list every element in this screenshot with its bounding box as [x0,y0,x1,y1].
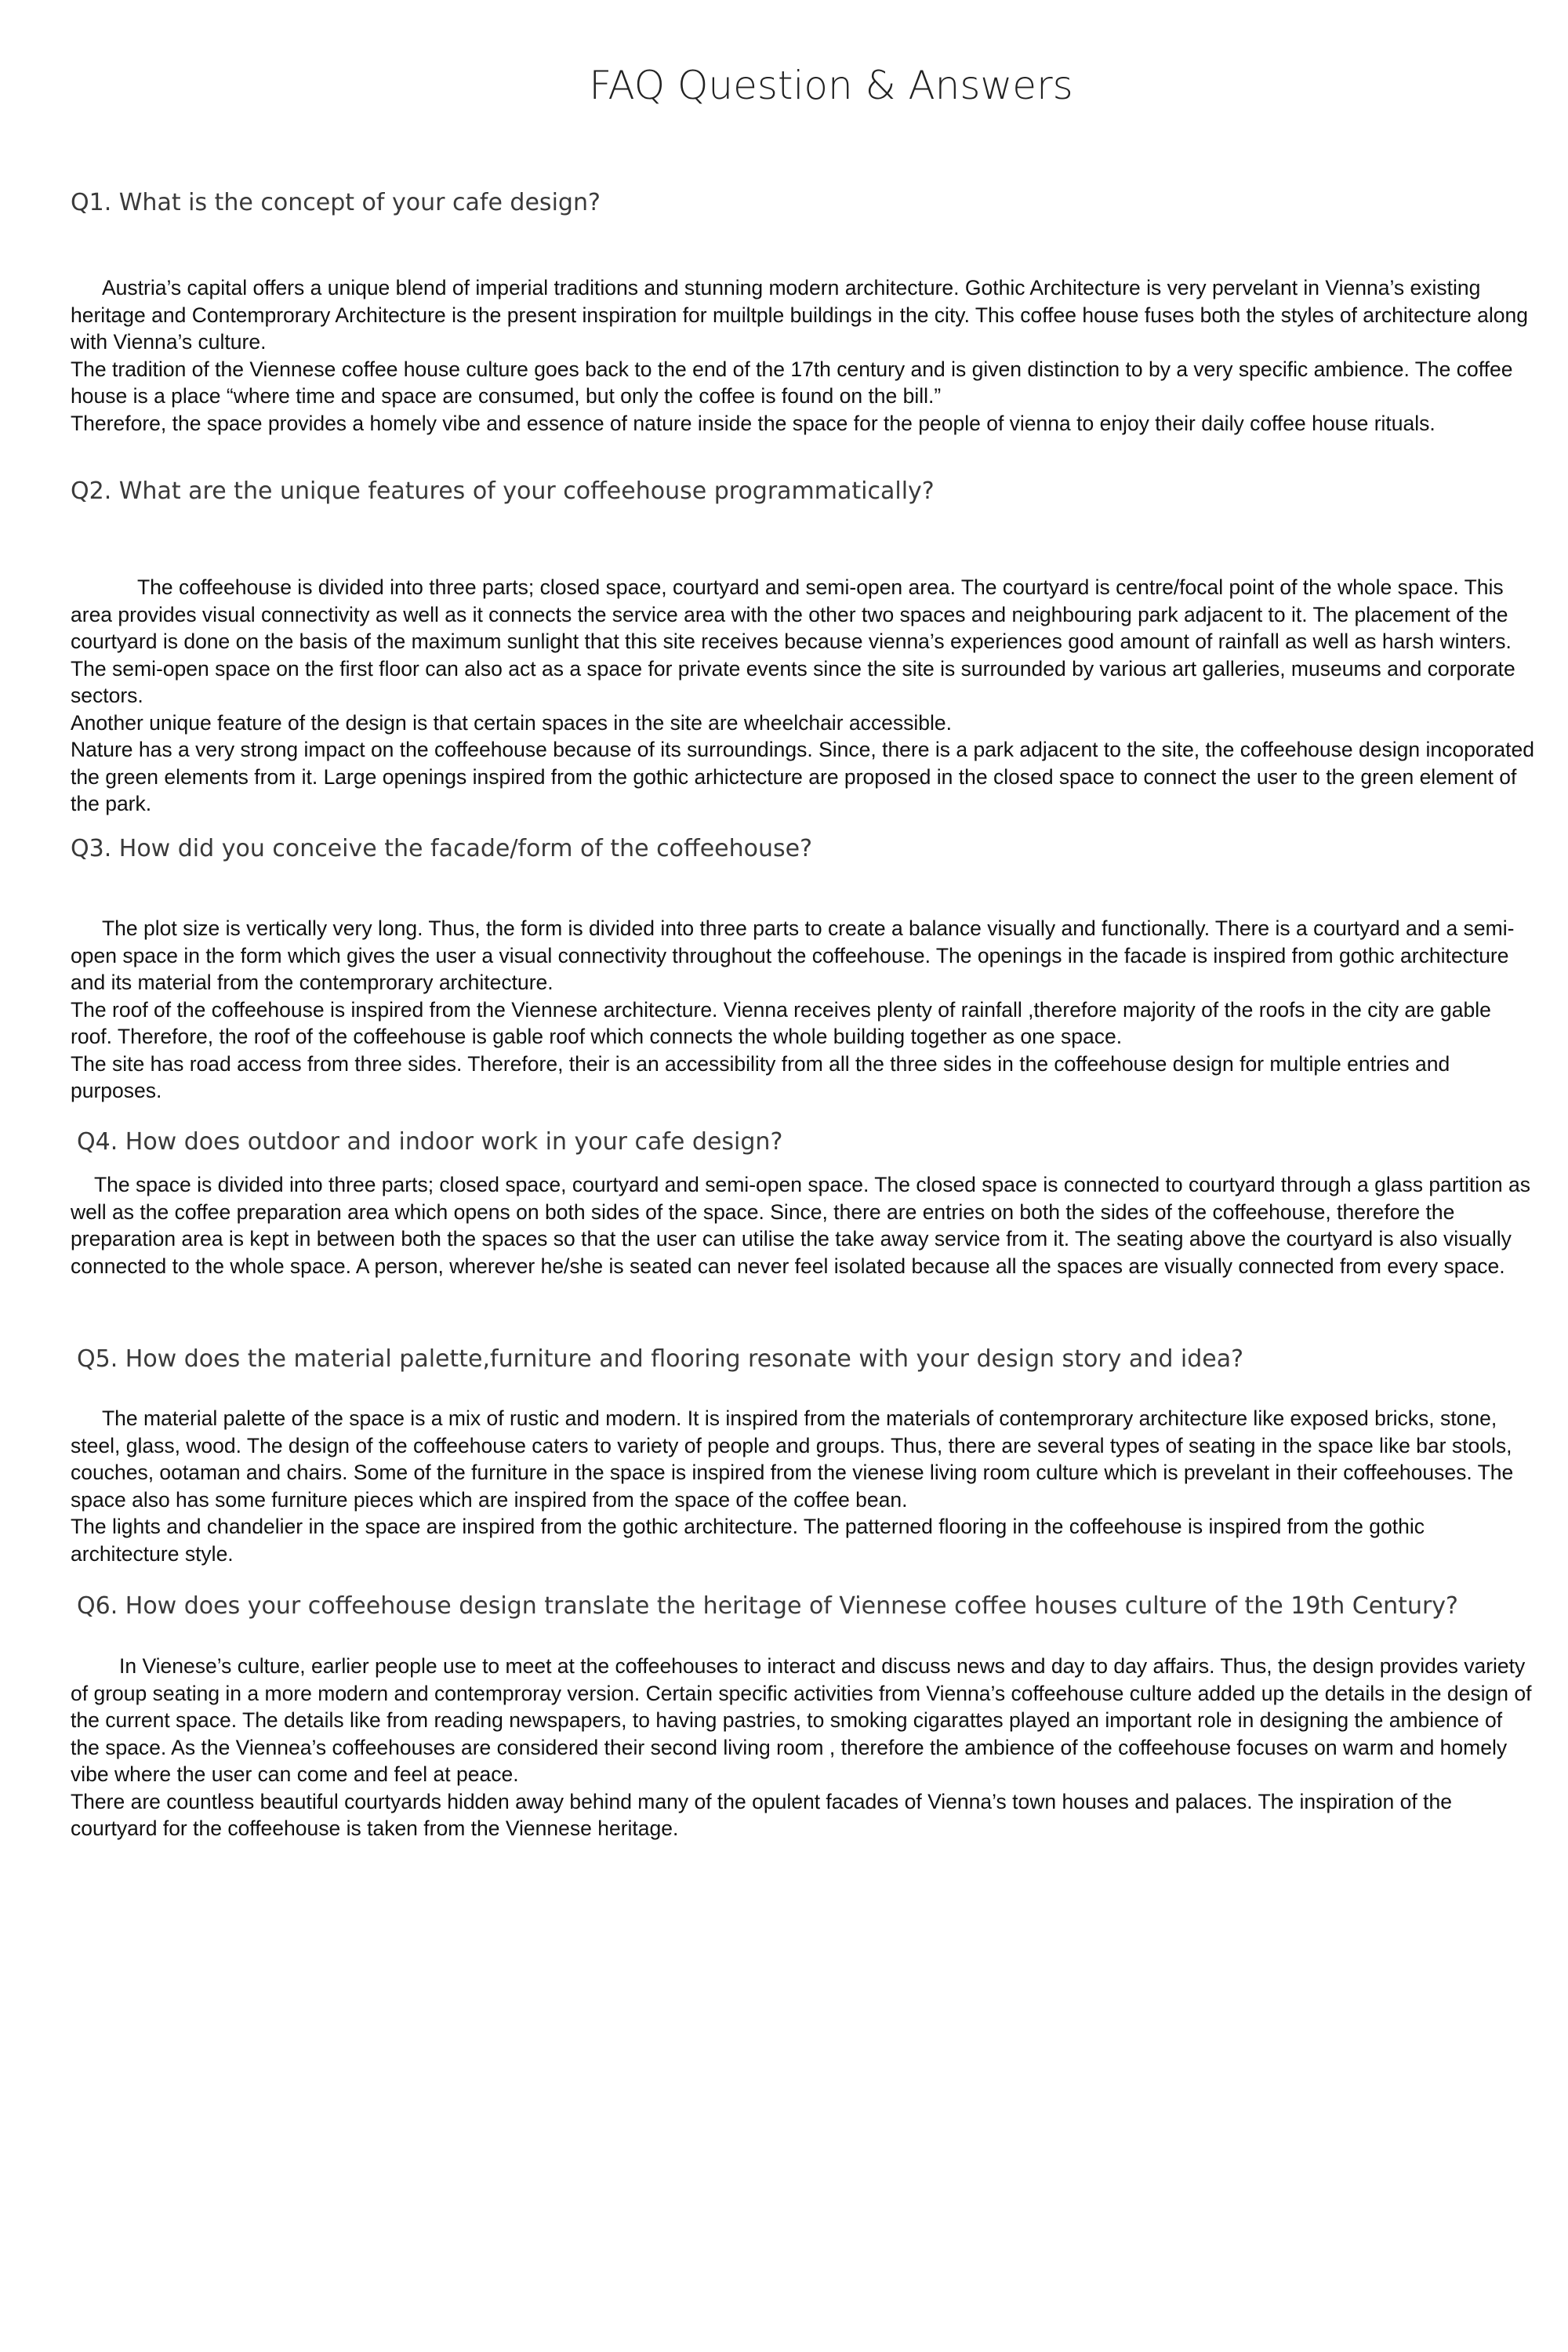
faq-question: Q5. How does the material palette,furniture and flooring resonate with your design story and idea? [77,1345,1244,1373]
answer-paragraph: Therefore, the space provides a homely vibe and essence of nature inside the space for the people of vienna to enjoy their daily coffee house rituals. [71,411,1436,435]
faq-question: Q4. How does outdoor and indoor work in your cafe design? [77,1128,783,1156]
answer-paragraph: Another unique feature of the design is that certain spaces in the site are wheelchair accessible. [71,710,952,735]
page-title: FAQ Question & Answers [589,63,1073,108]
faq-item-5 [0,1345,1568,1567]
faq-question: Q3. How did you conceive the facade/form of the coffeehouse? [71,835,812,862]
faq-answer [0,1405,1568,1567]
faq-answer [0,915,1568,1105]
faq-answer [0,274,1568,437]
answer-paragraph: Nature has a very strong impact on the coffeehouse because of its surroundings. Since, there is a park adjacent to the site, the coffeehouse design incoporated the green elements from it. Large openings inspired from the gothic arhictecture are proposed in the closed space to connect the user to the green element of the park. [71,738,1534,815]
answer-paragraph: The site has road access from three sides. Therefore, their is an accessibility from all the three sides in the coffeehouse design for multiple entries and purposes. [71,1051,1450,1102]
answer-paragraph: The coffeehouse is divided into three parts; closed space, courtyard and semi-open area. The courtyard is centre/focal point of the whole space. This area provides visual connectivity as well as it connects the service area with the other two spaces and neighbouring park adjacent to it. The placement of the courtyard is done on the basis of the maximum sunlight that this site receives because vienna’s experiences good amount of rainfall as well as harsh winters. The semi-open space on the first floor can also act as a space for private events since the site is surrounded by various art galleries, museums and corporate sectors. [71,575,1515,707]
faq-item-1 [0,188,1568,437]
faq-answer [0,1653,1568,1842]
faq-question: Q6. How does your coffeehouse design translate the heritage of Viennese coffee houses culture of the 19th Century? [77,1592,1458,1620]
faq-item-6 [0,1592,1568,1842]
answer-paragraph: There are countless beautiful courtyards hidden away behind many of the opulent facades of Vienna’s town houses and palaces. The inspiration of the courtyard for the coffeehouse is taken from the Viennese heritage. [71,1789,1452,1840]
faq-question: Q2. What are the unique features of your coffeehouse programmatically? [71,477,935,505]
answer-paragraph: The lights and chandelier in the space are inspired from the gothic architecture. The patterned flooring in the coffeehouse is inspired from the gothic architecture style. [71,1515,1425,1566]
faq-answer [0,574,1568,818]
faq-item-4 [0,1127,1568,1279]
answer-paragraph: The space is divided into three parts; closed space, courtyard and semi-open space. The closed space is connected to courtyard through a glass partition as well as the coffee preparation area which opens on both sides of the space. Since, there are entries on both the sides of the coffeehouse, therefore the preparation area is kept in between both the spaces so that the user can utilise the take away service from it. The seating above the courtyard is also visually connected to the whole space. A person, wherever he/she is seated can never feel isolated because all the spaces are visually connected from every space. [71,1173,1530,1278]
answer-paragraph: In Vienese’s culture, earlier people use to meet at the coffeehouses to interact and discuss news and day to day affairs. Thus, the design provides variety of group seating in a more modern and contemproray version. Certain specific activities from Vienna’s coffeehouse culture added up the details in the design of the current space. The details like from reading newspapers, to having pastries, to smoking cigarattes played an important role in designing the ambience of the space. As the Viennea’s coffeehouses are considered their second living room , therefore the ambience of the coffeehouse focuses on warm and homely vibe where the user can come and feel at peace. [71,1654,1532,1786]
answer-paragraph: The material palette of the space is a mix of rustic and modern. It is inspired from the materials of contemprorary architecture like exposed bricks, stone, steel, glass, wood. The design of the coffeehouse caters to variety of people and groups. Thus, there are several types of seating in the space like bar stools, couches, ootaman and chairs. Some of the furniture in the space is inspired from the vienese living room culture which is prevelant in their coffeehouses. The space also has some furniture pieces which are inspired from the space of the coffee bean. [71,1406,1514,1512]
faq-answer [0,1171,1568,1279]
answer-paragraph: The tradition of the Viennese coffee house culture goes back to the end of the 17th century and is given distinction to by a very specific ambience. The coffee house is a place “where time and space are consumed, but only the coffee is found on the bill.” [71,357,1513,408]
answer-paragraph: The plot size is vertically very long. Thus, the form is divided into three parts to create a balance visually and functionally. There is a courtyard and a semi-open space in the form which gives the user a visual connectivity throughout the coffeehouse. The openings in the facade is inspired from gothic architecture and its material from the contemprorary architecture. [71,916,1515,994]
faq-question: Q1. What is the concept of your cafe design? [71,189,601,216]
answer-paragraph: Austria’s capital offers a unique blend of imperial traditions and stunning modern architecture. Gothic Architecture is very pervelant in Vienna’s existing heritage and Contemprorary Architecture is the present inspiration for muiltple buildings in the city. This coffee house fuses both the styles of architecture along with Vienna’s culture. [71,276,1528,354]
answer-paragraph: The roof of the coffeehouse is inspired from the Viennese architecture. Vienna receives plenty of rainfall ,therefore majority of the roofs in the city are gable roof. Therefore, the roof of the coffeehouse is gable roof which connects the whole building together as one space. [71,997,1491,1048]
faq-item-2 [0,477,1568,818]
faq-item-3 [0,834,1568,1105]
